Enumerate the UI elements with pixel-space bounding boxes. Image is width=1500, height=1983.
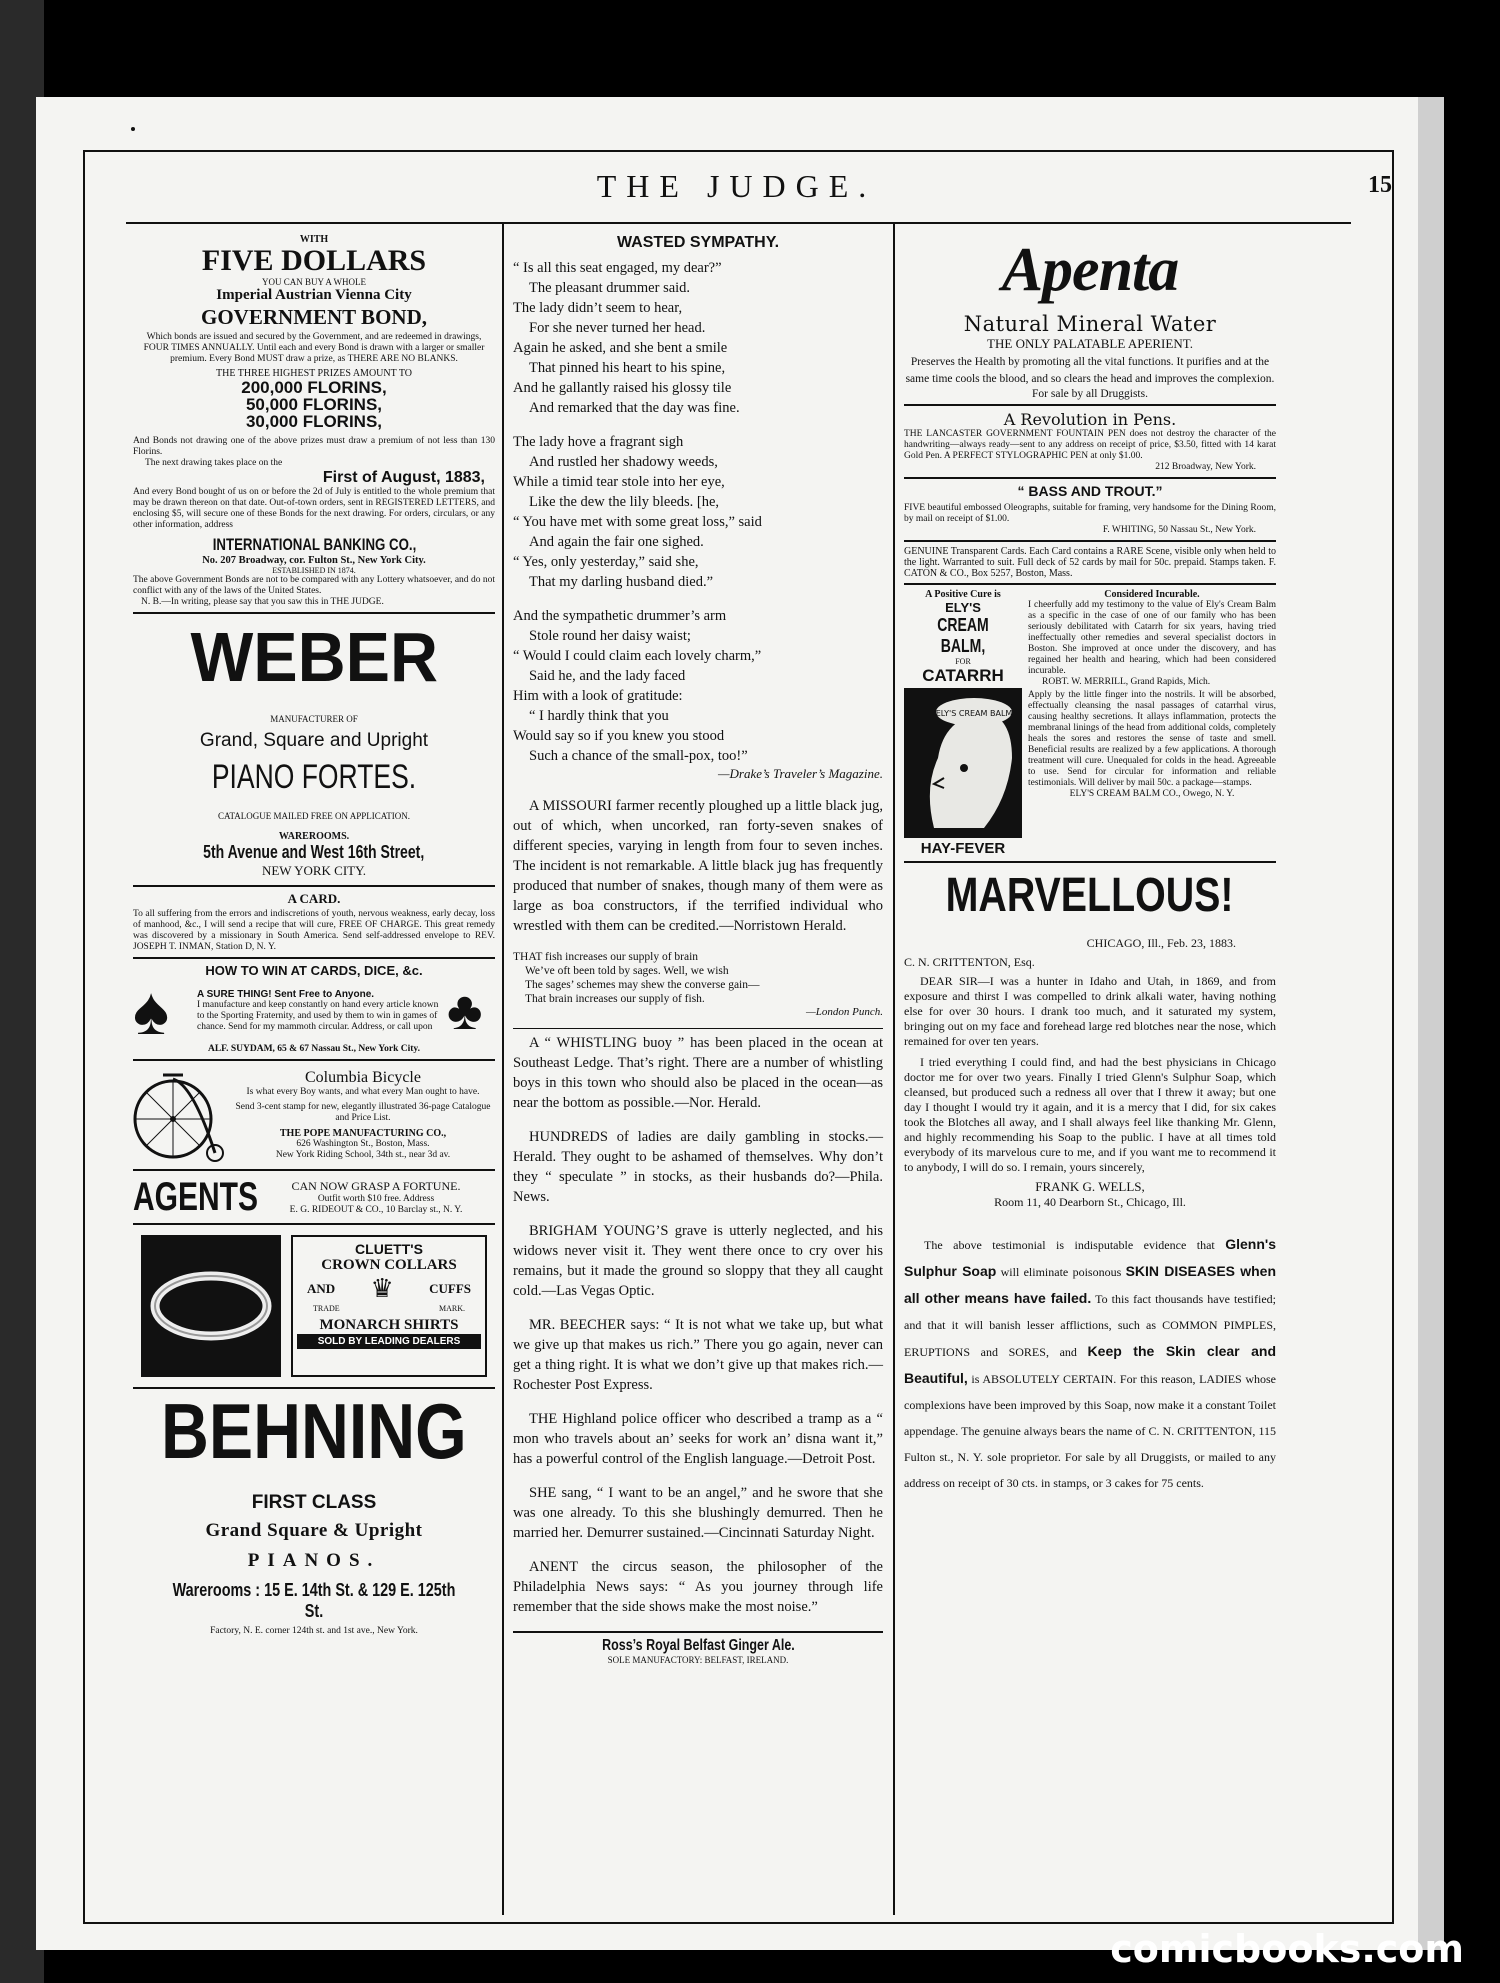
print-speck <box>131 127 135 131</box>
agents-line1: CAN NOW GRASP A FORTUNE. <box>291 1178 461 1193</box>
divider <box>904 404 1276 406</box>
poem-line: “ Yes, only yesterday,” said she, <box>513 554 699 570</box>
cluett-monarch: MONARCH SHIRTS <box>319 1317 459 1333</box>
bicycle-title: Columbia Bicycle <box>305 1069 421 1086</box>
cluett-trade: TRADE <box>313 1304 340 1313</box>
behning-warerooms: Warerooms : 15 E. 14th St. & 129 E. 125th St. <box>172 1580 456 1621</box>
bond-three-prizes: THE THREE HIGHEST PRIZES AMOUNT TO <box>215 368 413 379</box>
weber-street: 5th Avenue and West 16th Street, <box>203 842 425 862</box>
behning-first-class: FIRST CLASS <box>251 1492 377 1513</box>
bond-you-can: YOU CAN BUY A WHOLE <box>261 277 366 287</box>
weber-manufacturer: MANUFACTURER OF <box>270 714 358 724</box>
apenta-subtitle: THE ONLY PALATABLE APERIENT. <box>987 336 1193 351</box>
poem-stanza-3 <box>513 606 883 766</box>
spade-icon: ♠ <box>133 973 170 1049</box>
elys-for: FOR <box>955 657 971 666</box>
verse-line: THAT fish increases our supply of brain <box>513 951 699 963</box>
bond-disclaimer: The above Government Bonds are not to be compared with any Lottery whatsoever, and do not conflict with any of the laws of the United States. <box>133 575 495 596</box>
marvellous-headline: MARVELLOUS! <box>946 869 1234 922</box>
bond-next-drawing: The next drawing takes place on the <box>145 458 283 468</box>
bass-address: F. WHITING, 50 Nassau St., New York. <box>1102 525 1256 535</box>
fish-credit: —London Punch. <box>806 1006 883 1018</box>
column-divider-right <box>893 222 895 1915</box>
divider <box>133 1223 495 1225</box>
marvellous-signer: FRANK G. WELLS, <box>1035 1179 1145 1194</box>
weber-grand: Grand, Square and Upright <box>199 730 429 751</box>
poem-credit: —Drake’s Traveler’s Magazine. <box>717 766 883 781</box>
poem-line: The pleasant drummer said. <box>529 280 691 296</box>
pens-body: THE LANCASTER GOVERNMENT FOUNTAIN PEN does not destroy the character of the handwriting—always ready—sent to any address on receipt of price, $3.50, fitted with 14 karat Gold Pen. A PERFECT STYLOGRAPHIC PEN at only $1.00. <box>904 429 1276 461</box>
poem-line: “ Would I could claim each lovely charm,” <box>513 648 762 664</box>
bond-prize-3: 30,000 FLORINS, <box>245 412 383 431</box>
poem-line: “ I hardly think that you <box>529 708 669 724</box>
right-page-edge <box>1418 97 1444 1950</box>
bond-date: First of August, 1883, <box>322 469 485 486</box>
weber-catalogue: CATALOGUE MAILED FREE ON APPLICATION. <box>217 811 411 821</box>
behning-advertisement <box>133 1387 495 1637</box>
apenta-advertisement <box>904 228 1276 400</box>
weber-advertisement <box>133 618 495 879</box>
elys-positive: A Positive Cure is <box>925 589 1001 600</box>
divider <box>904 861 1276 863</box>
paragraph-ladies: HUNDREDS of ladies are daily gambling in stocks.—Herald. They ought to be ashamed of themselves. Why don’t they “ speculate ” in stocks, as their husbands do?—Phila. News. <box>513 1129 883 1205</box>
elys-signer: ROBT. W. MERRILL, Grand Rapids, Mich. <box>1042 677 1211 687</box>
bond-nb: N. B.—In writing, please say that you saw this in THE JUDGE. <box>141 597 384 607</box>
bond-with: WITH <box>299 234 329 245</box>
divider <box>904 540 1276 542</box>
crown-icon: ♛ <box>370 1274 394 1303</box>
elys-head-illustration <box>904 688 1022 838</box>
poem-line: That pinned his heart to his spine, <box>529 360 726 376</box>
apenta-body: Preserves the Health by promoting all the vital functions. It purifies and at the same time cools the blood, and so clears the head and improves the complexion. <box>905 356 1275 385</box>
club-icon: ♣ <box>447 981 483 1041</box>
poem-line: Would say so if you knew you stood <box>513 728 725 744</box>
verse-line: The sages’ schemes may shew the converse gain— <box>525 979 760 991</box>
p3-text-a: The above testimonial is indisputable evidence that <box>924 1238 1215 1252</box>
bicycle-icon <box>133 1065 225 1165</box>
pens-advertisement <box>904 410 1276 473</box>
paragraph-beecher: MR. BEECHER says: “ It is not what we take up, but what we give up that makes us rich.” There you go again, never can get a thing right. It is what we don’t give up that makes rich.—Rochester Post Express. <box>513 1317 883 1393</box>
bicycle-advertisement <box>133 1065 495 1165</box>
cluett-and: AND <box>307 1281 336 1296</box>
paragraph-circus: ANENT the circus season, the philosopher of the Philadelphia News says: “ As you journey through life remember that the side shows make the most noise.” <box>513 1559 883 1615</box>
elys-considered: Considered Incurable. <box>1104 589 1200 600</box>
howtowin-footer: ALF. SUYDAM, 65 & 67 Nassau St., New York City. <box>207 1044 420 1054</box>
elys-elys: ELY'S <box>945 600 981 615</box>
verse-line: That brain increases our supply of fish. <box>525 993 705 1005</box>
marvellous-dateline: CHICAGO, Ill., Feb. 23, 1883. <box>1086 936 1236 950</box>
elys-company: ELY'S CREAM BALM CO., Owego, N. Y. <box>1069 789 1235 799</box>
howtowin-body: I manufacture and keep constantly on hand every article known to the Sporting Fraternity, and used by them to win in games of chance. Send for my mammoth circular. Address, or call upon <box>197 1000 439 1032</box>
divider <box>133 612 495 614</box>
column-2 <box>513 228 883 1665</box>
column-3 <box>904 228 1276 1496</box>
bond-headline: FIVE DOLLARS <box>201 244 427 277</box>
poem-line: While a timid tear stole into her eye, <box>513 474 725 490</box>
behning-pianos: PIANOS. <box>247 1550 381 1571</box>
genuine-cards-advertisement: GENUINE Transparent Cards. Each Card contains a RARE Scene, visible only when held to the light. Warranted to suit. Full deck of 52 cards by mail for 50c. prepaid. Stamps taken. F. CATON & CO., Box 5257, Boston, Mass. <box>904 546 1276 579</box>
poem-line: Stole round her daisy waist; <box>529 628 691 644</box>
p3-text-c: To this fact thousands have testified; and that it will banish lesser afflictions, such as COMMON PIMPLES, ERUPTIONS and SORES, and <box>904 1292 1276 1359</box>
poem-line: The lady hove a fragrant sigh <box>513 434 684 450</box>
bond-established: ESTABLISHED IN 1874. <box>272 566 356 575</box>
bass-advertisement <box>904 483 1276 536</box>
poem-line: The lady didn’t seem to hear, <box>513 300 683 316</box>
collar-icon <box>149 1264 273 1348</box>
cluett-mark: MARK. <box>438 1304 465 1313</box>
marvellous-advertisement <box>904 867 1276 1496</box>
marvellous-to: C. N. CRITTENTON, Esq. <box>904 955 1035 969</box>
cluett-name: CLUETT'S <box>355 1241 423 1257</box>
poem-line: “ Is all this seat engaged, my dear?” <box>513 260 722 276</box>
poem-line: Him with a look of gratitude: <box>513 688 683 704</box>
bond-government: GOVERNMENT BOND, <box>201 305 427 329</box>
pens-address: 212 Broadway, New York. <box>1155 462 1256 472</box>
p3-keep-skin: Keep the Skin clear and Beautiful, <box>904 1343 1277 1386</box>
bicycle-school: New York Riding School, 34th st., near 3d av. <box>275 1150 451 1160</box>
p3-text-b: will eliminate poisonous <box>1000 1265 1122 1279</box>
poem-line: And again the fair one sighed. <box>529 534 704 550</box>
poem-line: And the sympathetic drummer’s arm <box>513 608 727 624</box>
elys-catarrh: CATARRH <box>922 666 1004 685</box>
column-divider-left <box>502 222 504 1915</box>
bond-not-drawing: And Bonds not drawing one of the above prizes must draw a premium of not less than 130 Florins. <box>133 436 495 457</box>
poem-line: For she never turned her head. <box>529 320 706 336</box>
agents-word: AGENTS <box>133 1175 259 1219</box>
bond-address: No. 207 Broadway, cor. Fulton St., New York City. <box>202 555 426 566</box>
fish-verse <box>513 950 883 1006</box>
apenta-logo: Apenta <box>1001 236 1179 304</box>
divider <box>513 1631 883 1633</box>
column-1 <box>133 228 495 1637</box>
behning-grand: Grand Square & Upright <box>205 1520 423 1541</box>
bond-prize-1: 200,000 FLORINS, <box>241 378 387 397</box>
agents-advertisement <box>133 1175 495 1219</box>
howtowin-title: HOW TO WIN AT CARDS, DICE, &c. <box>205 963 423 978</box>
poem-line: Said he, and the lady faced <box>529 668 686 684</box>
p3-skin-diseases: SKIN DISEASES when all other means have failed. <box>904 1263 1276 1306</box>
divider <box>513 1028 883 1029</box>
marvellous-paragraph-1: DEAR SIR—I was a hunter in Idaho and Utah, in 1869, and from exposure and thirst I was compelled to drink alkali water, having nothing else for over 30 hours. I drank too much, and it saturated my system, bringing out on my face and forehead large red blotches near the nose, which remained for over ten years. <box>904 974 1276 1048</box>
card-title: A CARD. <box>287 891 341 906</box>
bond-imperial: Imperial Austrian Vienna City <box>216 287 412 303</box>
bicycle-address: 626 Washington St., Boston, Mass. <box>296 1139 430 1149</box>
collar-image <box>141 1235 281 1377</box>
divider <box>133 957 495 959</box>
elys-apply: Apply by the little finger into the nostrils. It will be absorbed, effectually cleansing the nasal passages of catarrhal virus, causing healthy secretions. It allays inflammation, protects the membranal linings of the head from additional colds, completely heals the sores and restores the sense of taste and smell. Beneficial results are realized by a few applications. A thorough treatment will cure. Unequaled for colds in the head. Agreeable to use. Send for circular for information and reliable testimonials. Will deliver by mail 50c. a package—stamps. <box>1028 690 1276 788</box>
bond-prize-2: 50,000 FLORINS, <box>245 395 383 414</box>
ross-subtitle: SOLE MANUFACTORY: BELFAST, IRELAND. <box>607 1655 789 1665</box>
paragraph-angel: SHE sang, “ I want to be an angel,” and he swore that she was one already. To this she blushingly demurred. Then he married her. Demurrer sustained.—Cincinnati Saturday Night. <box>513 1485 883 1541</box>
elys-testimony: I cheerfully add my testimony to the value of Ely's Cream Balm as a specific in the case of one of our family who has been seriously debilitated with Catarrh for six years, having tried ineffectually other remedies and several specialist doctors in Boston. She improved at once under the discovery, and has regained her health and hearing, which had been considered incurable. <box>1028 600 1276 676</box>
divider <box>904 477 1276 479</box>
card-advertisement <box>133 891 495 953</box>
paragraph-buoy: A “ WHISTLING buoy ” has been placed in the ocean at Southeast Ledge. That’s right. There are a number of whistling boys in this town who should also be placed in the ocean—as near the bottom as possible.—Nor. Herald. <box>513 1035 883 1111</box>
card-body: To all suffering from the errors and indiscretions of youth, nervous weakness, early decay, loss of manhood, &c., I will send a recipe that will cure, FREE OF CHARGE. This great remedy was discovered by a missionary in South America. Send self-addressed envelope to REV. JOSEPH T. INMAN, Station D, N. Y. <box>133 909 495 952</box>
poem-line: Again he asked, and she bent a smile <box>513 340 728 356</box>
divider <box>904 583 1276 585</box>
pens-title: A Revolution in Pens. <box>1003 410 1177 429</box>
weber-piano: PIANO FORTES. <box>211 758 417 796</box>
p3-soap: Glenn's Sulphur Soap <box>904 1236 1276 1279</box>
bicycle-company: THE POPE MANUFACTURING CO., <box>279 1128 447 1139</box>
poem-stanza-2 <box>513 432 883 592</box>
divider <box>133 1169 495 1171</box>
bond-company: INTERNATIONAL BANKING CO., <box>212 535 416 554</box>
weber-city: NEW YORK CITY. <box>261 863 367 878</box>
poem-title: WASTED SYMPATHY. <box>616 234 780 251</box>
header-rule <box>126 222 1351 224</box>
p3-text-d: is ABSOLUTELY CERTAIN. For this reason, LADIES whose complexions have been improved by this Soap, now make it a constant Toilet appendage. The genuine always bears the name of C. N. CRITTENTON, 115 Fulton st., N. Y. sole proprietor. For sale by all Druggists, or mailed to any address on receipt of 30 cts. in stamps, or 3 cakes for 75 cents. <box>904 1372 1277 1490</box>
poem-line: Like the dew the lily bleeds. [he, <box>529 494 720 510</box>
page-number: 15 <box>1368 172 1392 198</box>
divider <box>133 1059 495 1061</box>
bicycle-line1: Is what every Boy wants, and what every Man ought to have. <box>246 1087 480 1097</box>
behning-factory: Factory, N. E. corner 124th st. and 1st ave., New York. <box>210 1626 418 1636</box>
poem-line: That my darling husband died.” <box>529 574 714 590</box>
bass-body: FIVE beautiful embossed Oleographs, suitable for framing, very handsome for the Dining Room, by mail on receipt of $1.00. <box>904 503 1276 524</box>
paragraph-brigham: BRIGHAM YOUNG’S grave is utterly neglected, and his widows never visit it. They went there once to cry over his remains, but it made the ground so sloppy that they all caught cold.—Las Vegas Optic. <box>513 1223 883 1299</box>
apenta-title: Natural Mineral Water <box>963 312 1217 336</box>
cluett-collars: CROWN COLLARS <box>321 1257 457 1273</box>
bass-title: “ BASS AND TROUT.” <box>1017 483 1163 499</box>
bicycle-line2: Send 3-cent stamp for new, elegantly illustrated 36-page Catalogue and Price List. <box>235 1102 491 1123</box>
agents-line3: E. G. RIDEOUT & CO., 10 Barclay st., N. Y. <box>289 1204 463 1215</box>
howtowin-sure: A SURE THING! Sent Free to Anyone. <box>197 989 375 1000</box>
ross-title: Ross’s Royal Belfast Ginger Ale. <box>601 1637 795 1654</box>
poem-line: Such a chance of the small-pox, too!” <box>529 748 748 764</box>
cluett-cuffs: CUFFS <box>429 1281 471 1296</box>
marvellous-paragraph-3 <box>904 1231 1276 1496</box>
bond-advertisement <box>133 234 495 608</box>
verse-line: We’ve oft been told by sages. Well, we wish <box>525 965 729 977</box>
agents-line2: Outfit worth $10 free. Address <box>317 1193 435 1204</box>
bond-description: Which bonds are issued and secured by the Government, and are redeemed in drawings, FOUR TIMES ANNUALLY. Until each and every Bond is drawn with a larger or smaller premium. Every Bond MUST draw a prize, as THERE ARE NO BLANKS. <box>143 332 485 364</box>
paragraph-missouri: A MISSOURI farmer recently ploughed up a little black jug, out of which, when uncorked, ran forty-seven snakes of different species, varying in length from four to seven inches. The incident is not remarkable. A little black jug has frequently produced that number of snakes, though many of them were as large as boa constructors, if the terrified individual who wrestled with them can be credited.—Norristown Herald. <box>513 798 883 934</box>
marvellous-address: Room 11, 40 Dearborn St., Chicago, Ill. <box>994 1195 1186 1209</box>
poem-line: “ You have met with some great loss,” said <box>513 514 762 530</box>
bottle-label-text: ELY'S CREAM BALM <box>935 709 1013 718</box>
poem-line: And rustled her shadowy weeds, <box>529 454 718 470</box>
masthead: THE JUDGE. <box>596 168 877 204</box>
elys-hayfever: HAY-FEVER <box>920 840 1006 857</box>
cluett-advertisement <box>133 1229 495 1383</box>
howtowin-advertisement <box>133 963 495 1055</box>
behning-name: BEHNING <box>161 1387 467 1475</box>
paragraph-highland: THE Highland police officer who described a tramp as a “ mon who travels about an’ seeks for work an’ disna want it,” has a powerful control of the English language.—Detroit Post. <box>513 1411 883 1467</box>
cluett-sold: SOLD BY LEADING DEALERS <box>297 1334 481 1349</box>
poem-stanza-1 <box>513 258 883 418</box>
weber-name: WEBER <box>190 618 438 696</box>
elys-cream-balm: CREAM BALM, <box>937 615 989 656</box>
divider <box>133 885 495 887</box>
poem-line: And he gallantly raised his glossy tile <box>513 380 732 396</box>
head-profile-icon <box>904 688 1022 838</box>
bond-details: And every Bond bought of us on or before the 2d of July is entitled to the whole premium that may be drawn thereon on that date. Out-of-town orders, sent in REGISTERED LETTERS, and enclosing $5, will secure one of these Bonds for the next drawing. For orders, circulars, or any other information, address <box>133 487 495 530</box>
weber-warerooms: WAREROOMS. <box>278 831 350 842</box>
marvellous-paragraph-2: I tried everything I could find, and had the best physicians in Chicago doctor me for over two years. Finally I tried Glenn's Sulphur Soap, which cleansed, but produced such a redness all over that I threw it away; but one day I thought I would try it again, and it is a mercy that I did, for six cakes took the Blotches all away, and I shall always feel like thanking Mr. Glenn, and highly recommending his Soap to the public. I have at all times told everybody of its marvelous cure to me, and if you want me to recommend it to anybody, I will do so. I remain, yours sincerely, <box>904 1055 1276 1174</box>
poem-line: And remarked that the day was fine. <box>529 400 740 416</box>
apenta-sale: For sale by all Druggists. <box>1032 388 1148 400</box>
cluett-label <box>291 1235 487 1377</box>
elys-advertisement <box>904 589 1276 857</box>
watermark: comicbooks.com <box>1110 1927 1464 1971</box>
